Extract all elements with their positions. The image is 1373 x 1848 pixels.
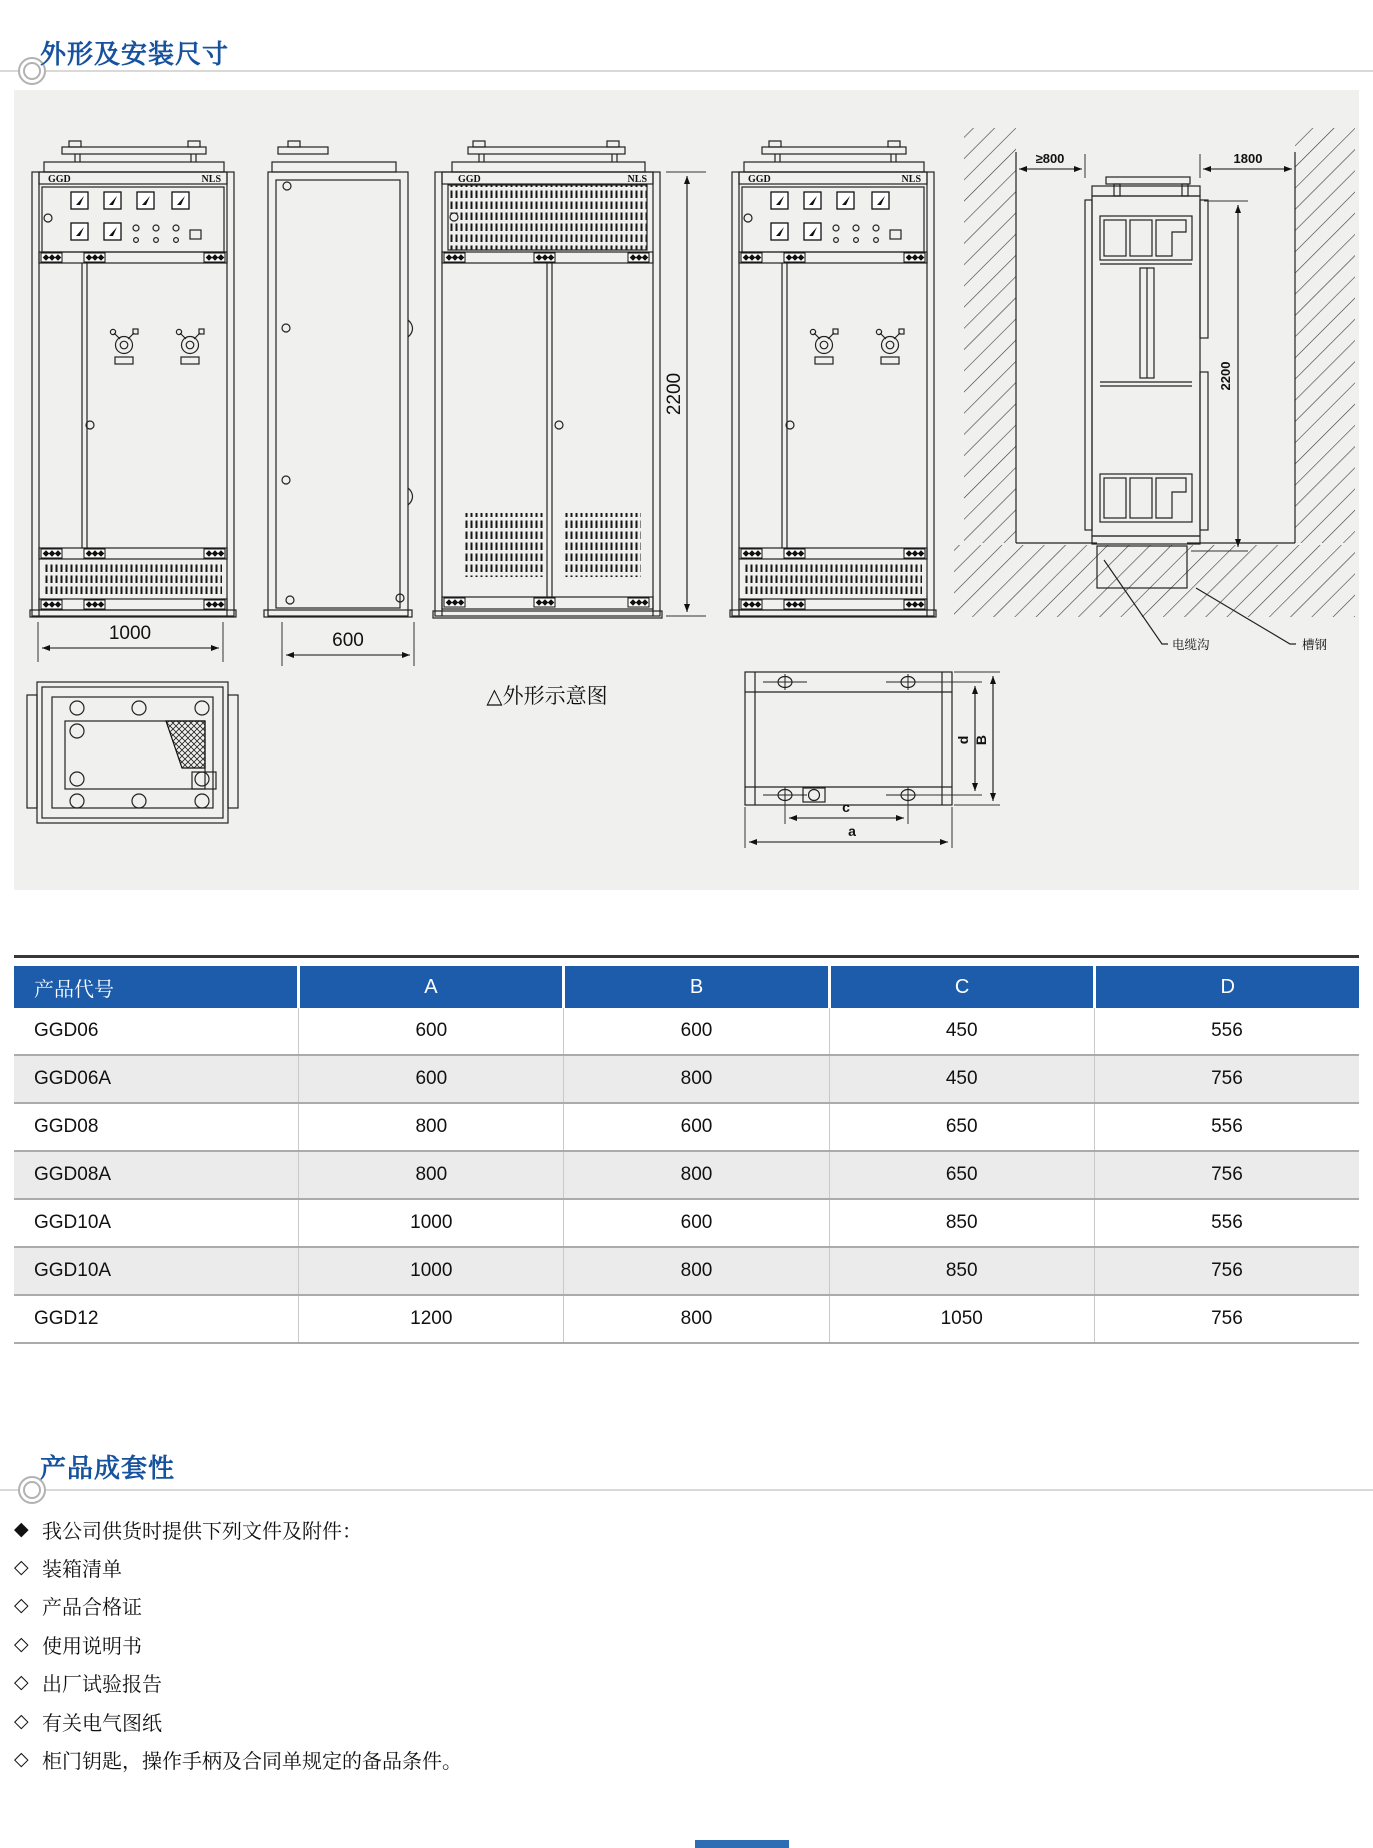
supply-intro-row xyxy=(14,1510,1214,1548)
section-header-outline xyxy=(0,0,1373,80)
cell-product: GGD12 xyxy=(34,1308,99,1329)
svg-text:600: 600 xyxy=(332,630,364,651)
svg-text:a: a xyxy=(848,823,856,839)
cell-b: 800 xyxy=(563,1056,828,1102)
section-divider-line xyxy=(0,1489,1373,1491)
column-header-b: B xyxy=(562,966,828,1008)
cabinet-drawings-svg: GGD NLS 1000 600 GGD NLS 2200 ≥800 1800 2200 电缆沟 槽钢 △外形示意图 c a d B xyxy=(14,90,1359,890)
diamond-outline-bullet: ◇ xyxy=(14,1710,29,1732)
supply-item-row xyxy=(14,1625,1214,1663)
cell-d: 756 xyxy=(1094,1248,1359,1294)
cell-d: 556 xyxy=(1094,1104,1359,1150)
cell-a: 800 xyxy=(298,1104,563,1150)
column-header-product: 产品代号 xyxy=(34,978,114,1001)
diamond-outline-bullet: ◇ xyxy=(14,1749,29,1771)
plan-view-top-plate xyxy=(27,682,238,823)
brand-label-nls: NLS xyxy=(627,174,647,185)
table-row xyxy=(14,1246,1359,1294)
cell-b: 800 xyxy=(563,1152,828,1198)
svg-text:c: c xyxy=(842,799,850,815)
cell-b: 600 xyxy=(563,1104,828,1150)
cabinet-front-view-2 xyxy=(730,141,936,617)
supply-item-row xyxy=(14,1702,1214,1740)
dim-side-depth xyxy=(282,622,414,666)
supply-item-text: 有关电气图纸 xyxy=(42,1712,162,1735)
cell-product: GGD08 xyxy=(34,1116,99,1137)
diamond-outline-bullet: ◇ xyxy=(14,1595,29,1617)
section-title-completeness: 产品成套性 xyxy=(40,1453,176,1483)
cell-product: GGD10A xyxy=(34,1212,112,1233)
dim-front-width xyxy=(38,622,223,662)
dim-aisle-label: 1800 xyxy=(1233,151,1263,166)
cabinet-side-view xyxy=(264,141,413,617)
supply-item-row xyxy=(14,1740,1214,1778)
cell-c: 450 xyxy=(829,1056,1094,1102)
cell-product: GGD08A xyxy=(34,1164,112,1185)
cell-a: 600 xyxy=(298,1008,563,1054)
supply-item-text: 装箱清单 xyxy=(42,1559,122,1582)
cell-c: 650 xyxy=(829,1104,1094,1150)
channel-steel-label: 槽钢 xyxy=(1302,638,1328,652)
cell-c: 850 xyxy=(829,1248,1094,1294)
cell-d: 556 xyxy=(1094,1200,1359,1246)
section-header-completeness xyxy=(0,1418,1373,1498)
supply-item-row xyxy=(14,1548,1214,1586)
technical-drawing-panel xyxy=(14,90,1359,890)
cell-a: 1000 xyxy=(298,1200,563,1246)
dim-clearance-label: ≥800 xyxy=(1035,151,1065,166)
cabinet-rear-view xyxy=(433,141,662,618)
cell-c: 450 xyxy=(829,1008,1094,1054)
cell-b: 600 xyxy=(563,1008,828,1054)
cell-a: 1000 xyxy=(298,1248,563,1294)
cell-c: 850 xyxy=(829,1200,1094,1246)
cell-c: 650 xyxy=(829,1152,1094,1198)
cell-product: GGD06A xyxy=(34,1068,112,1089)
dimension-table xyxy=(14,955,1359,1344)
table-row xyxy=(14,1150,1359,1198)
supply-item-text: 出厂试验报告 xyxy=(42,1674,162,1697)
dim-cabinet-height xyxy=(664,172,706,616)
supply-list xyxy=(14,1510,1214,1779)
cell-a: 800 xyxy=(298,1152,563,1198)
cable-trench-label: 电缆沟 xyxy=(1172,638,1210,652)
cell-b: 600 xyxy=(563,1200,828,1246)
cabinet-front-view-1 xyxy=(30,141,236,617)
cell-d: 556 xyxy=(1094,1008,1359,1054)
section-title-outline: 外形及安装尺寸 xyxy=(40,39,230,69)
plan-view-foundation xyxy=(745,672,1000,848)
cell-product: GGD06 xyxy=(34,1020,99,1041)
brand-label-ggd: GGD xyxy=(458,174,481,185)
cell-d: 756 xyxy=(1094,1296,1359,1342)
supply-item-row xyxy=(14,1587,1214,1625)
supply-item-text: 柜门钥匙，操作手柄及合同单规定的备品条件。 xyxy=(42,1751,462,1774)
supply-item-text: 使用说明书 xyxy=(42,1635,142,1658)
cell-a: 600 xyxy=(298,1056,563,1102)
svg-text:d: d xyxy=(955,735,971,745)
column-header-d: D xyxy=(1093,966,1359,1008)
table-row xyxy=(14,1294,1359,1342)
table-row xyxy=(14,1008,1359,1054)
table-row xyxy=(14,1102,1359,1150)
svg-text:2200: 2200 xyxy=(664,372,685,416)
table-header-row xyxy=(14,966,1359,1008)
cell-a: 1200 xyxy=(298,1296,563,1342)
column-header-c: C xyxy=(828,966,1094,1008)
table-row xyxy=(14,1198,1359,1246)
page-footer-mark xyxy=(695,1840,789,1848)
diamond-filled-bullet: ◆ xyxy=(14,1518,29,1540)
svg-text:1000: 1000 xyxy=(108,623,152,644)
wall-installation-view xyxy=(954,128,1355,652)
svg-text:B: B xyxy=(973,734,989,746)
table-top-rule xyxy=(14,955,1359,958)
dim-wall-height-label: 2200 xyxy=(1218,361,1233,391)
diamond-outline-bullet: ◇ xyxy=(14,1557,29,1579)
cell-c: 1050 xyxy=(829,1296,1094,1342)
cell-product: GGD10A xyxy=(34,1260,112,1281)
drawing-caption: △外形示意图 xyxy=(486,685,608,708)
supply-intro-text: 我公司供货时提供下列文件及附件： xyxy=(42,1520,362,1543)
diamond-outline-bullet: ◇ xyxy=(14,1672,29,1694)
supply-item-text: 产品合格证 xyxy=(42,1597,142,1620)
table-bottom-rule xyxy=(14,1342,1359,1344)
table-row xyxy=(14,1054,1359,1102)
cell-d: 756 xyxy=(1094,1152,1359,1198)
column-header-a: A xyxy=(297,966,563,1008)
supply-item-row xyxy=(14,1664,1214,1702)
cell-b: 800 xyxy=(563,1248,828,1294)
cell-d: 756 xyxy=(1094,1056,1359,1102)
diamond-outline-bullet: ◇ xyxy=(14,1633,29,1655)
cell-b: 800 xyxy=(563,1296,828,1342)
